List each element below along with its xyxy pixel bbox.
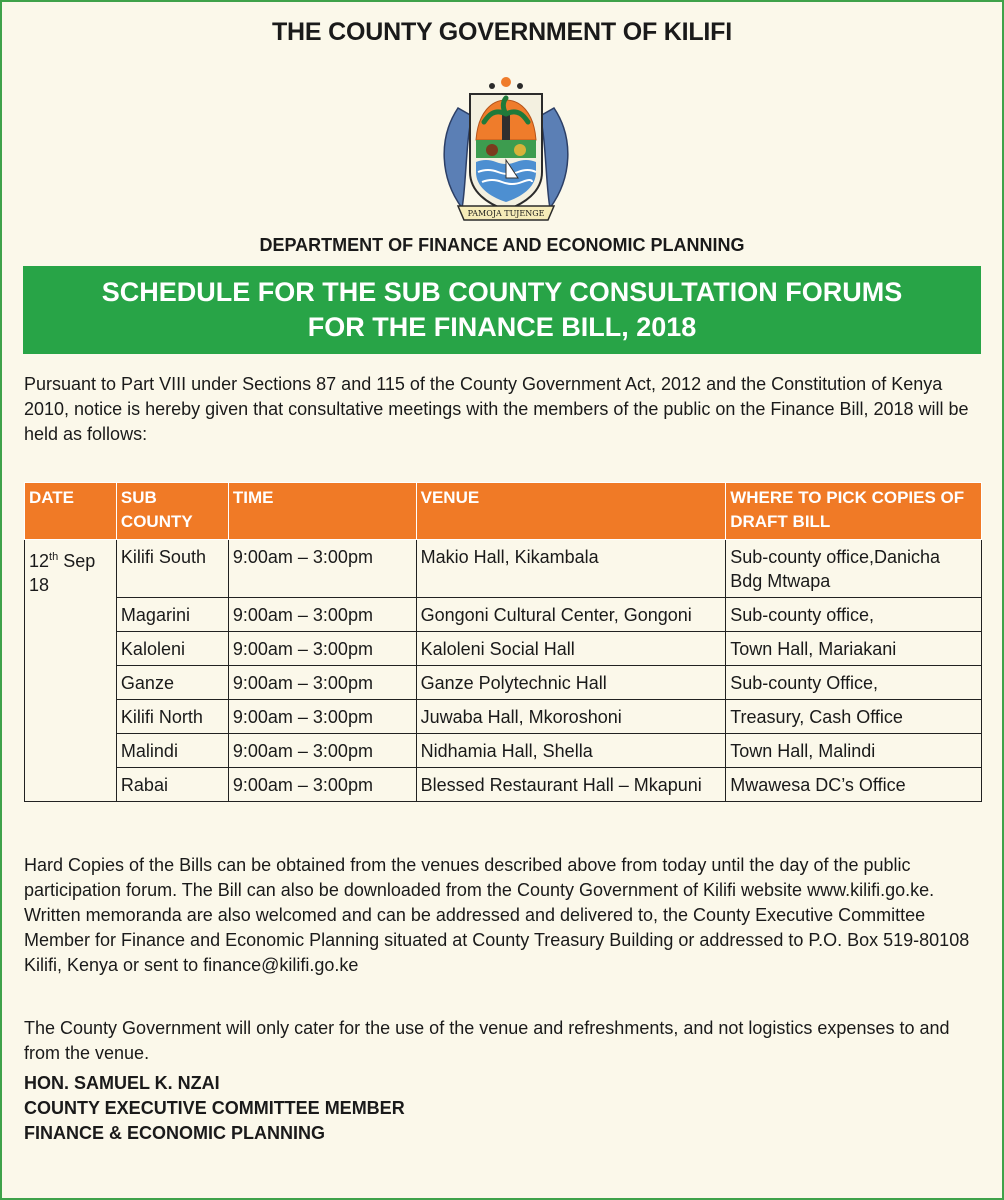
pickup-cell: Sub-county office,	[726, 598, 982, 632]
table-row	[25, 768, 982, 802]
pickup-cell: Town Hall, Malindi	[726, 734, 982, 768]
sub-county-cell: Malindi	[116, 734, 228, 768]
venue-cell: Kaloleni Social Hall	[416, 632, 726, 666]
time-cell: 9:00am – 3:00pm	[228, 632, 416, 666]
header-venue: VENUE	[416, 483, 726, 540]
header-sub-county: SUB COUNTY	[116, 483, 228, 540]
table-header-row	[25, 483, 982, 540]
sub-county-cell: Kilifi North	[116, 700, 228, 734]
seal-motto: PAMOJA TUJENGE	[467, 209, 545, 218]
table-row	[25, 632, 982, 666]
table-row	[25, 598, 982, 632]
time-cell: 9:00am – 3:00pm	[228, 598, 416, 632]
county-seal-icon	[436, 68, 576, 224]
banner-line-2: FOR THE FINANCE BILL, 2018	[307, 312, 697, 342]
signature-block	[24, 1071, 724, 1146]
pickup-cell: Mwawesa DC’s Office	[726, 768, 982, 802]
venue-cell: Ganze Polytechnic Hall	[416, 666, 726, 700]
table-row	[25, 734, 982, 768]
time-cell: 9:00am – 3:00pm	[228, 700, 416, 734]
header-time: TIME	[228, 483, 416, 540]
pickup-cell: Sub-county Office,	[726, 666, 982, 700]
sub-county-cell: Kilifi South	[116, 540, 228, 598]
county-title: THE COUNTY GOVERNMENT OF KILIFI	[271, 18, 732, 46]
logistics-paragraph: The County Government will only cater for the use of the venue and refreshments, and not logistics expenses to and from the venue.	[24, 1018, 950, 1063]
schedule-banner	[23, 266, 981, 354]
signatory-department: FINANCE & ECONOMIC PLANNING	[24, 1123, 325, 1143]
sub-county-cell: Ganze	[116, 666, 228, 700]
signatory-name: HON. SAMUEL K. NZAI	[24, 1073, 220, 1093]
header-pickup: WHERE TO PICK COPIES OF DRAFT BILL	[726, 483, 982, 540]
schedule-table	[24, 482, 982, 802]
sub-county-cell: Magarini	[116, 598, 228, 632]
time-cell: 9:00am – 3:00pm	[228, 666, 416, 700]
department-heading: DEPARTMENT OF FINANCE AND ECONOMIC PLANNING	[259, 235, 745, 255]
table-row	[25, 666, 982, 700]
header-date: DATE	[25, 483, 117, 540]
time-cell: 9:00am – 3:00pm	[228, 734, 416, 768]
venue-cell: Gongoni Cultural Center, Gongoni	[416, 598, 726, 632]
sub-county-cell: Kaloleni	[116, 632, 228, 666]
venue-cell: Makio Hall, Kikambala	[416, 540, 726, 598]
pickup-cell: Town Hall, Mariakani	[726, 632, 982, 666]
table-row	[25, 700, 982, 734]
time-cell: 9:00am – 3:00pm	[228, 768, 416, 802]
banner-line-1: SCHEDULE FOR THE SUB COUNTY CONSULTATION FORUMS	[101, 277, 903, 307]
time-cell: 9:00am – 3:00pm	[228, 540, 416, 598]
pickup-cell: Sub-county office,Danicha Bdg Mtwapa	[726, 540, 982, 598]
sub-county-cell: Rabai	[116, 768, 228, 802]
pickup-cell: Treasury, Cash Office	[726, 700, 982, 734]
venue-cell: Juwaba Hall, Mkoroshoni	[416, 700, 726, 734]
signatory-title: COUNTY EXECUTIVE COMMITTEE MEMBER	[24, 1098, 405, 1118]
intro-paragraph: Pursuant to Part VIII under Sections 87 and 115 of the County Government Act, 2012 and the Constitution of Kenya 2010, notice is hereby given that consultative meetings with the members of the public on the Finance Bill, 2018 will be held as follows:	[24, 374, 969, 444]
date-cell: 12th Sep 18	[25, 540, 117, 802]
venue-cell: Nidhamia Hall, Shella	[416, 734, 726, 768]
closing-paragraph: Hard Copies of the Bills can be obtained from the venues described above from today until the day of the public participation forum. The Bill can also be downloaded from the County Government of Kilifi website www.kilifi.go.ke. Written memoranda are also welcomed and can be addressed and delivered to, the County Executive Committee Member for Finance and Economic Planning situated at County Treasury Building or addressed to P.O. Box 519-80108 Kilifi, Kenya or sent to finance@kilifi.go.ke	[24, 855, 970, 975]
venue-cell: Blessed Restaurant Hall – Mkapuni	[416, 768, 726, 802]
table-row	[25, 540, 982, 598]
